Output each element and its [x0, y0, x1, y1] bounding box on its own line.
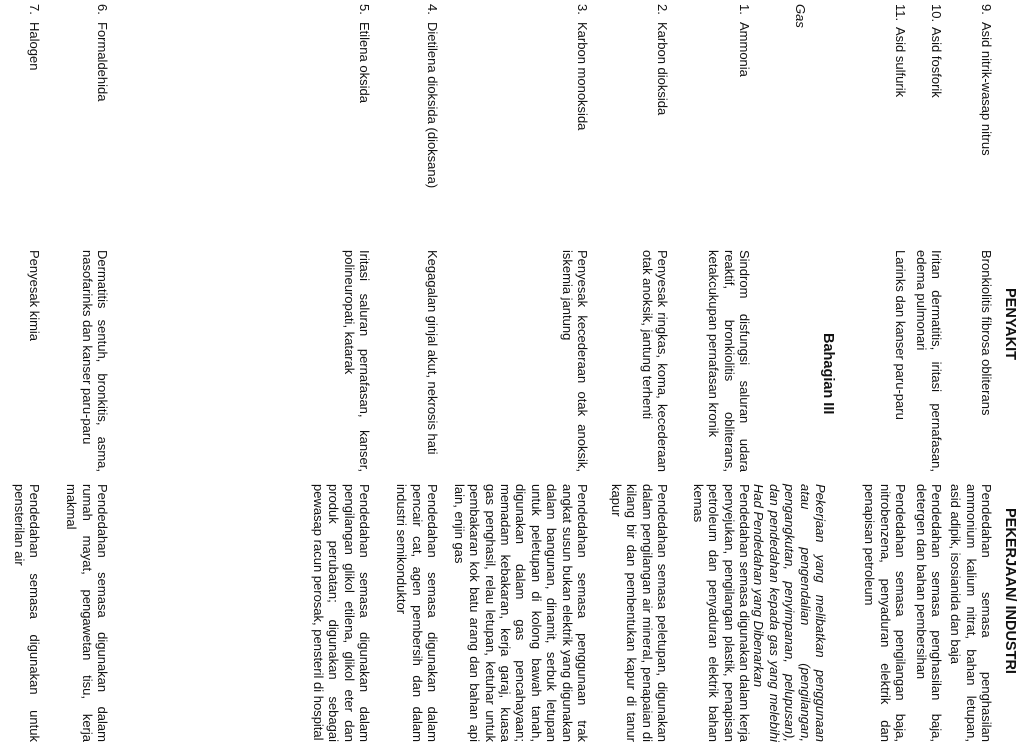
- row-number: 6.: [95, 4, 110, 15]
- industry-text: Pendedahan semasa pengilangan baja, nitrobenzena, penyaduran elektrik dan penapisan petroleum: [862, 484, 908, 742]
- row-number: 3.: [575, 4, 590, 15]
- disease-text: Penyesak kimia: [27, 250, 42, 342]
- row-number: 11.: [893, 4, 908, 22]
- substance-name: Ammonia: [737, 22, 752, 77]
- industry-text: Pendedahan semasa digunakan untuk pensterilan air: [11, 484, 42, 742]
- row-number: 10.: [929, 4, 944, 23]
- industry-text: Pendedahan semasa penghasilan baja, detergen dan bahan pembersihan: [913, 484, 944, 742]
- substance-name: Formaldehida: [95, 22, 110, 102]
- industry-text: Pendedahan semasa digunakan dalam pencair cat, agen pembersih dan dalam industri semikonduktor: [394, 484, 440, 742]
- group-label: Gas: [793, 4, 808, 28]
- industry-text: Pendedahan semasa penghasilan ammonium kalium nitrat, bahan letupan, asid adipik, isosianida dan baja: [948, 484, 994, 742]
- header-industry: PEKERJAAN/ INDUSTRI: [1002, 508, 1018, 674]
- substance-name: Asid nitrik-wasap nitrus: [979, 22, 994, 156]
- substance-name: Etilena oksida: [357, 22, 372, 103]
- industry-text: Pendedahan semasa peletupan, digunakan dalam pengilangan air mineral, penapaian di kilang bir dan pembentukan kapur di tanur kapur: [608, 484, 670, 742]
- header-disease: PENYAKIT: [1002, 288, 1018, 360]
- substance-name: Asid fosforik: [929, 27, 944, 98]
- substance-name: Karbon monoksida: [575, 22, 590, 131]
- industry-text: Pendedahan semasa digunakan dalam kerja penyejukan, pengilangan plastik, penapisan petroleum dan penyaduran elektrik bahan kemas: [690, 484, 752, 742]
- substance-name: Dietilena dioksida (dioksana): [425, 22, 440, 189]
- industry-text: Pendedahan semasa penggunaan trak angkat susun bukan elektrik yang digunakan dalam bangunan, dinamit, serbuk letupan untuk peletupan di kolong bawah tanah, digunakan dalam gas pencahayaan; memadam kebakaran, kerja garaj, kuasa gas penghasil, relau letupan, ketuhar untuk pembakaran kok batu arang dan bahan api lain, enjin gas: [451, 484, 590, 742]
- section-title: Bahagian III: [820, 333, 836, 415]
- substance-name: Karbon dioksida: [655, 22, 670, 116]
- row-number: 7.: [27, 4, 42, 15]
- disease-text: Kegagalan ginjal akut, nekrosis hati: [425, 250, 440, 455]
- substance-name: Halogen: [27, 22, 42, 71]
- disease-text: Iritan dermatitis, iritasi pernafasan, edema pulmonari: [913, 250, 944, 472]
- industry-text: Pendedahan semasa digunakan dalam pengilangan glikol etilena, glikol eter dan produk perubatan; digunakan sebagai pewasap racun perosak, pensteril di hospital: [310, 484, 372, 742]
- disease-text: Dermatitis sentuh, bronkitis, asma, nasofarinks dan kanser paru-paru: [79, 250, 110, 472]
- disease-text: Penyesak ringkas, koma, kecederaan otak anoksik, jantung terhenti: [639, 250, 670, 472]
- disease-text: Larinks dan kanser paru-paru: [893, 250, 908, 420]
- section-note: Pekerjaan yang melibatkan penggunaan atau pengendalian (pengilangan, pengangkutan, penyimpanan, pelupusan), dan pendedahan kepada gas yang melebihi Had Pendedahan yang Dibenarkan: [751, 484, 828, 742]
- industry-text: Pendedahan semasa digunakan dalam rumah mayat, pengawetan tisu, kerja makmal: [64, 484, 110, 742]
- row-number: 4.: [425, 4, 440, 15]
- disease-text: Penyesak kecederaan otak anoksik, iskemia jantung: [559, 250, 590, 472]
- disease-text: Sindrom disfungsi saluran udara reaktif, bronkiolitis obliterans, ketakcukupan pernafasan kronik: [706, 250, 752, 472]
- row-number: 5.: [357, 4, 372, 15]
- substance-name: Asid sulfurik: [893, 27, 908, 98]
- disease-text: Iritasi saluran pernafasan, kanser, polineuropati, katarak: [341, 250, 372, 472]
- row-number: 2.: [655, 4, 670, 15]
- row-number: 9.: [979, 4, 994, 15]
- row-number: 1.: [737, 4, 752, 15]
- disease-text: Bronkiolitis fibrosa obliterans: [979, 250, 994, 416]
